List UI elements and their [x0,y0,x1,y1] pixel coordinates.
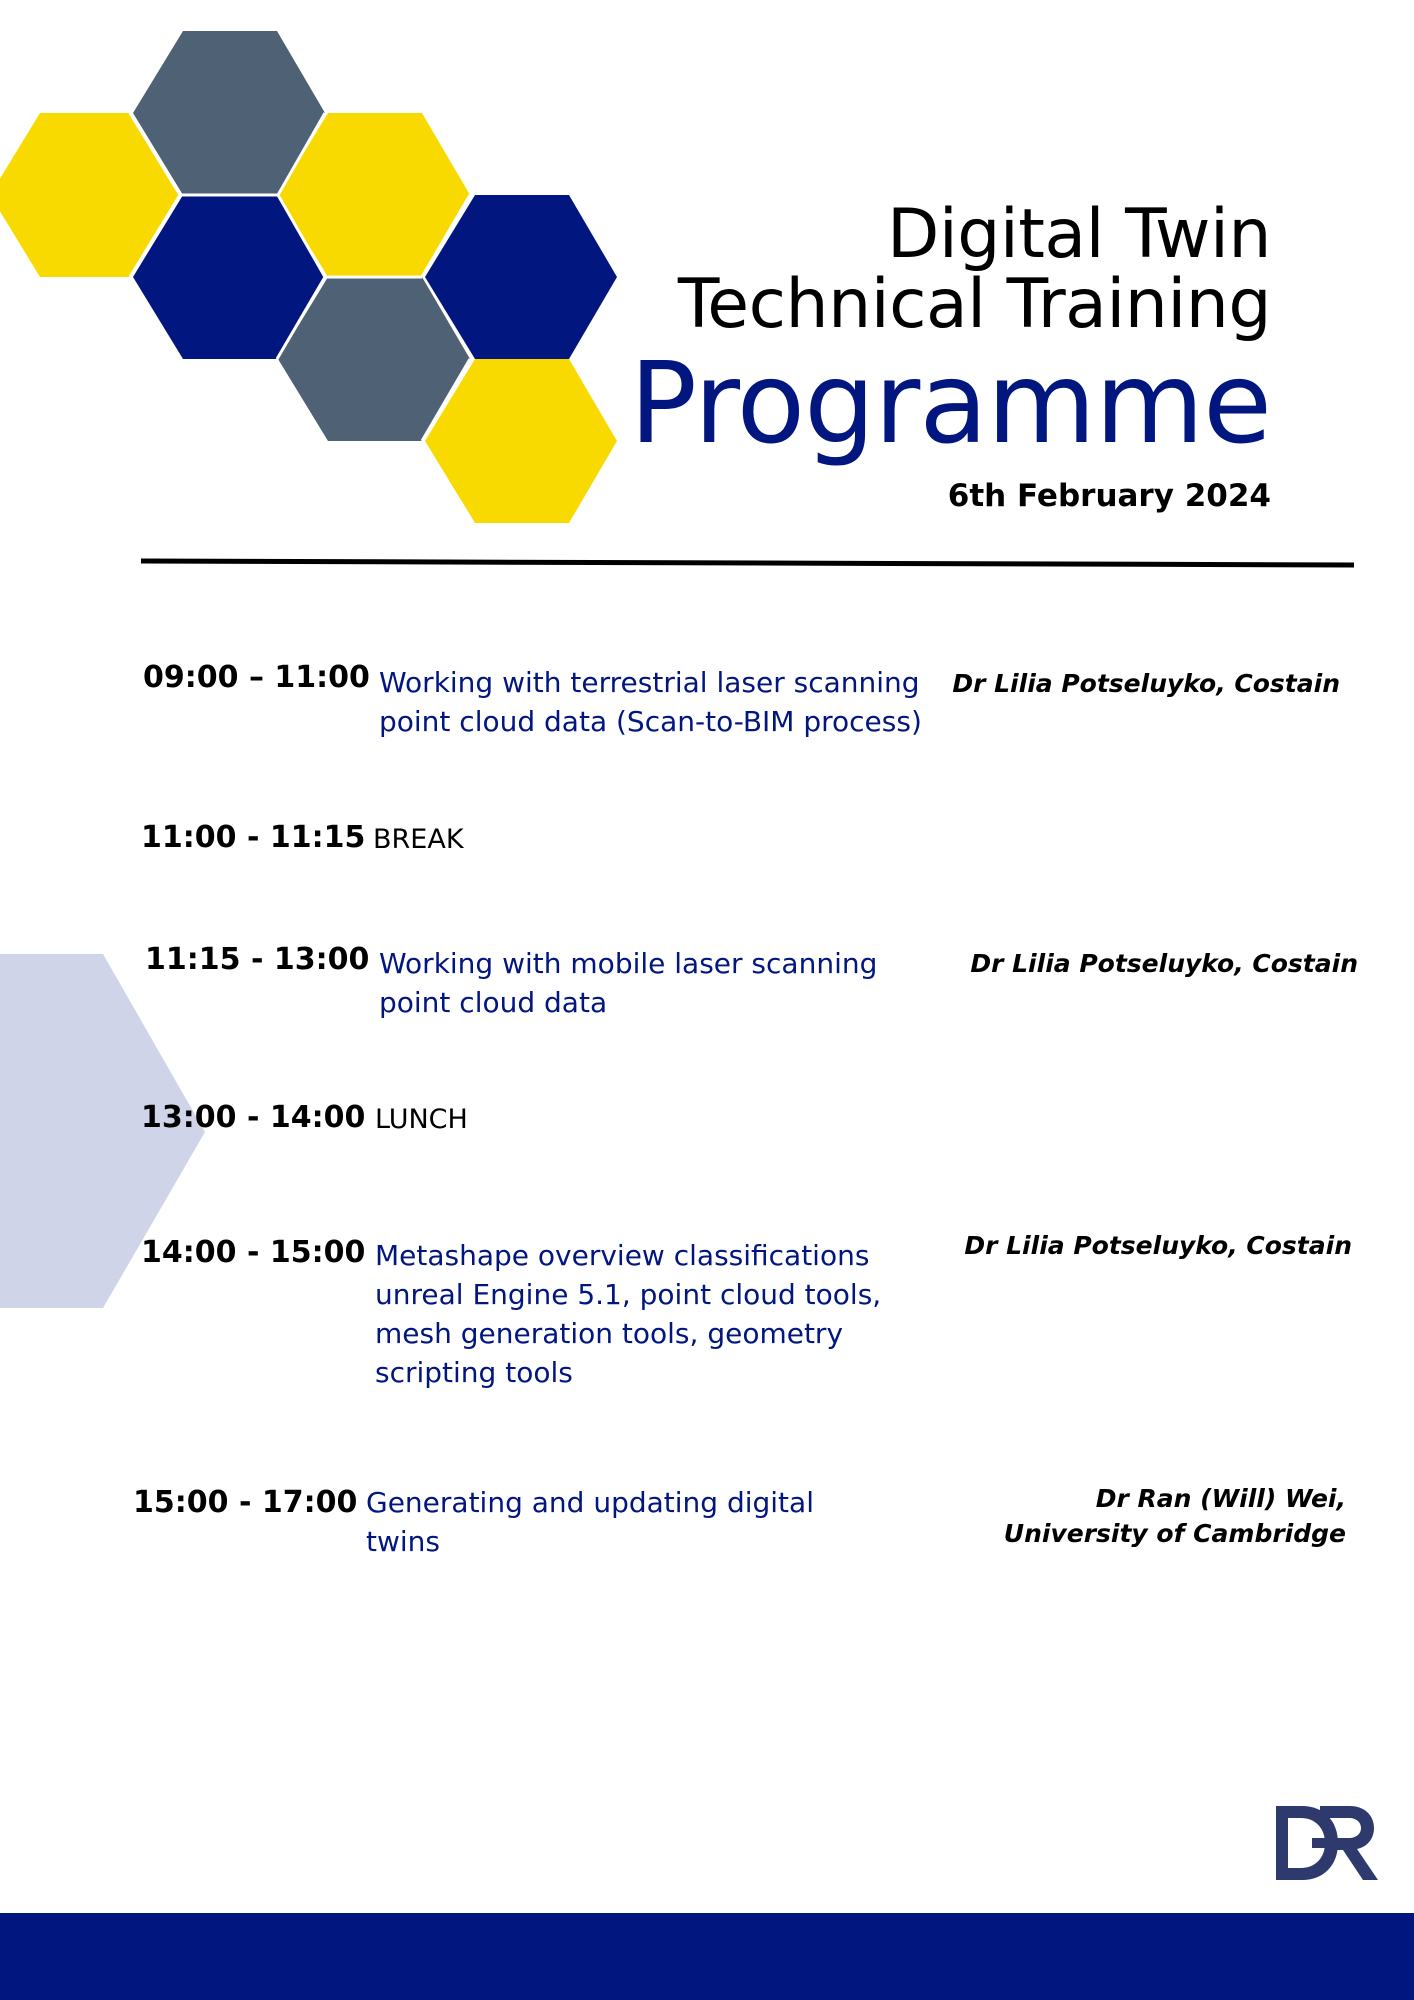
session-time: 11:00 - 11:15 [141,820,366,855]
session-time: 09:00 – 11:00 [143,660,370,695]
session-description: Working with mobile laser scanning point cloud data [379,947,878,1019]
session-speaker: Dr Lilia Potseluyko, Costain [964,1231,1352,1260]
session-time: 11:15 - 13:00 [145,942,370,977]
session-description: Working with terrestrial laser scanning point cloud data (Scan-to-BIM process) [379,666,922,738]
session-speaker: Dr Lilia Potseluyko, Costain [970,949,1358,978]
session-time: 14:00 - 15:00 [141,1235,366,1270]
session-time: 15:00 - 17:00 [133,1485,358,1520]
break-label: BREAK [373,824,464,855]
event-date: 6th February 2024 [947,478,1271,514]
session-time: 13:00 - 14:00 [141,1100,366,1135]
title-line-2: Technical Training [677,265,1271,344]
session-description: Metashape overview classifications unreal Engine 5.1, point cloud tools, mesh generation tools, geometry scripting tools [375,1239,882,1389]
session-description: Generating and updating digital twins [366,1486,814,1558]
session-speaker: Dr Ran (Will) Wei, University of Cambridge [1003,1484,1346,1548]
page-title: Programme [629,339,1271,469]
footer-bar [0,1913,1414,2000]
session-speaker: Dr Lilia Potseluyko, Costain [952,669,1340,698]
logo-icon [1272,1802,1382,1884]
header-divider [0,0,1414,600]
title-line-1: Digital Twin [886,195,1271,274]
lunch-label: LUNCH [375,1104,468,1135]
